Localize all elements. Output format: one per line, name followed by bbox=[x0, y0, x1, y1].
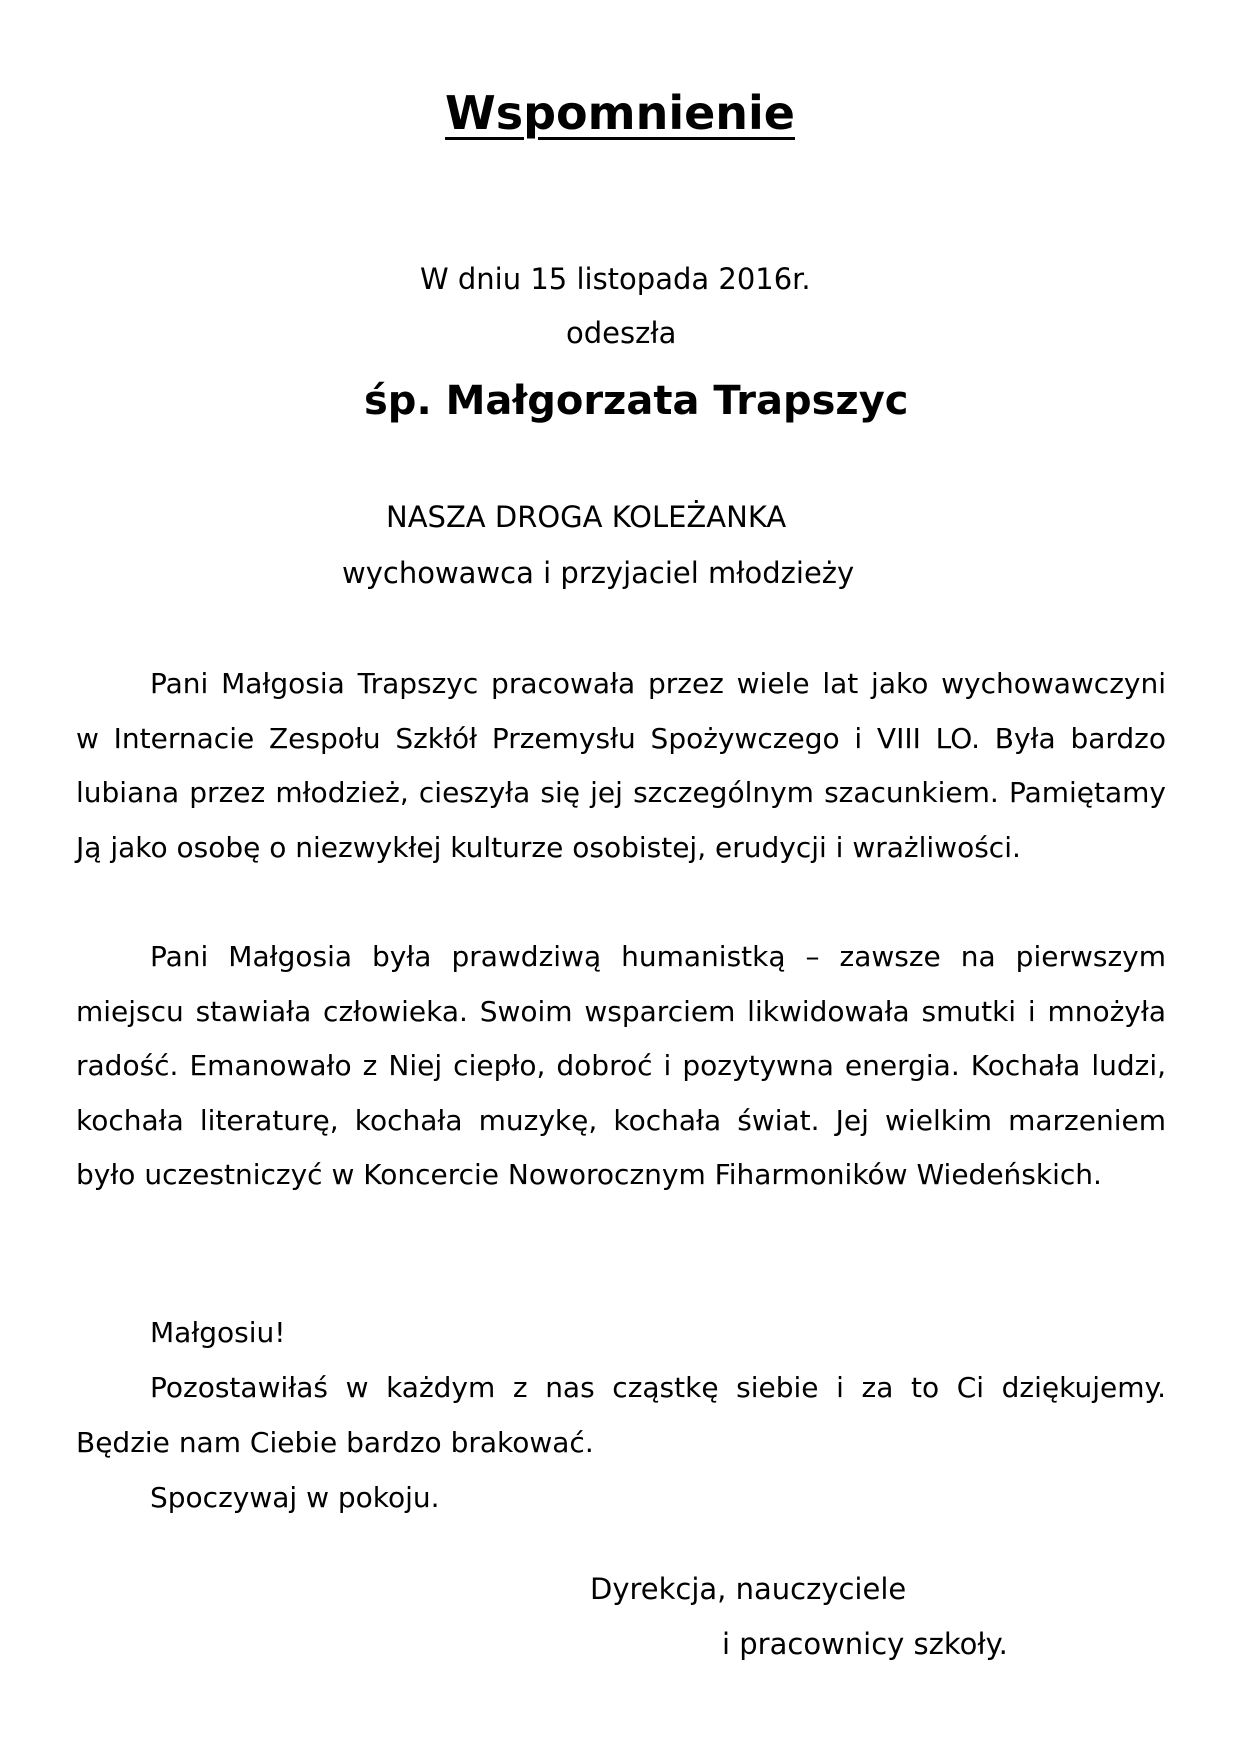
departed-line: odeszła bbox=[566, 316, 677, 350]
colleague-heading: NASZA DROGA KOLEŻANKA bbox=[386, 500, 787, 534]
page-title: Wspomnienie bbox=[444, 86, 795, 140]
role-subheading: wychowawca i przyjaciel młodzieży bbox=[342, 556, 855, 590]
date-line: W dniu 15 listopada 2016r. bbox=[420, 262, 811, 296]
signature-line-2: i pracownicy szkoły. bbox=[722, 1627, 1008, 1661]
closing-thanks: Pozostawiłaś w każdym z nas cząstkę siebie i za to Ci dziękujemy. Będzie nam Ciebie bardzo brakować. bbox=[76, 1371, 1166, 1459]
paragraph-career bbox=[76, 657, 1166, 875]
paragraph-character-text: Pani Małgosia była prawdziwą humanistką – zawsze na pierwszym miejscu stawiała człowieka. Swoim wsparciem likwidowała smutki i mnożyła radość. Emanowało z Niej ciepło, dobroć i pozytywna energia. Kochała ludzi, kochała literaturę, kochała muzykę, kochała świat. Jej wielkim marzeniem było uczestniczyć w Koncercie Noworocznym Fiharmoników Wiedeńskich. bbox=[76, 940, 1166, 1191]
paragraph-character bbox=[76, 930, 1166, 1203]
closing-section bbox=[76, 1305, 1166, 1525]
paragraph-career-text: Pani Małgosia Trapszyc pracowała przez wiele lat jako wychowawczyni w Internacie Zespołu Szkłół Przemysłu Spożywczego i VIII LO. Była bardzo lubiana przez młodzież, cieszyła się jej szczególnym szacunkiem. Pamiętamy Ją jako osobę o niezwykłej kulturze osobistej, erudycji i wrażliwości. bbox=[76, 667, 1166, 864]
signature-line-1: Dyrekcja, nauczyciele bbox=[590, 1572, 907, 1606]
closing-rest: Spoczywaj w pokoju. bbox=[150, 1481, 440, 1514]
closing-greeting: Małgosiu! bbox=[150, 1316, 286, 1349]
deceased-name: śp. Małgorzata Trapszyc bbox=[364, 378, 909, 424]
